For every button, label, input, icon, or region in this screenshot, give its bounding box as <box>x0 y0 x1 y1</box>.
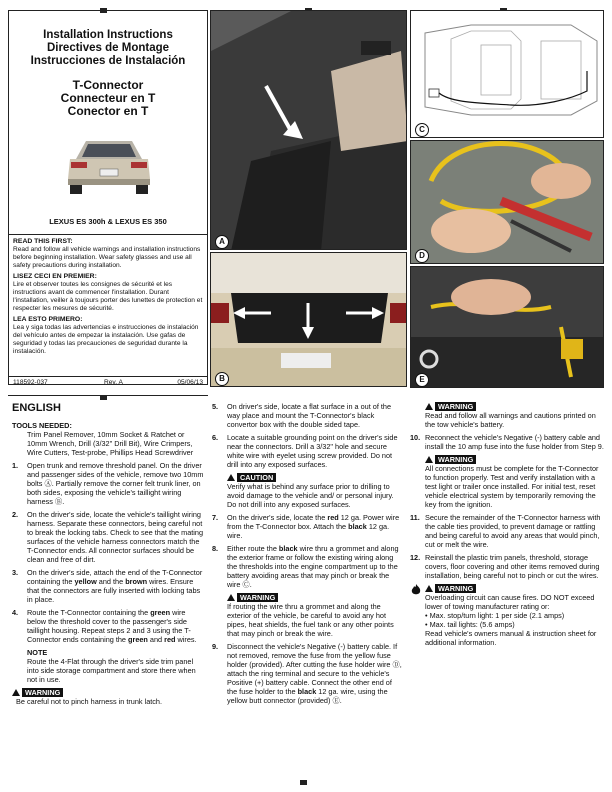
warning-icon <box>227 594 235 601</box>
warning-3-header: WARNING <box>425 402 604 411</box>
figure-c-label: C <box>415 123 429 137</box>
vehicle-name: LEXUS ES 300h & LEXUS ES 350 <box>49 217 167 226</box>
warning-icon <box>12 689 20 696</box>
fire-icon <box>410 584 422 595</box>
caution-text: Verify what is behind any surface prior to drilling to avoid damage to the vehicle and/ or personal injury. Do not drill into any exposed surfaces. <box>227 482 394 509</box>
part-number: 118592-037 <box>13 379 48 386</box>
step-1: 1. Open trunk and remove threshold panel. On the driver and passenger sides of the vehicle, remove two 10mm bolts Ⓐ. Partially remove the corner felt trunk liner, on both sides, exposing the vehicle's taillight wiring harness Ⓑ. <box>12 461 204 506</box>
warning-1-header: WARNING <box>12 688 204 697</box>
tools-text: Trim Panel Remover, 10mm Socket & Ratchet or 10mm Wrench, Drill (3/32" Drill Bit), Wire Crimpers, Wire Cutters, Test-probe, Phillips Head Screwdriver <box>27 430 194 457</box>
step-4: 4. Route the T-Connector containing the green wire below the threshold cover to the passenger's side taillight housing. Repeat steps 2 and 3 using the T-Connector ends containing the green and red wires. <box>12 608 197 644</box>
step-9: 9. Disconnect the vehicle's Negative (-) battery cable. If not removed, remove the fuse from the yellow fuse holder (provided). After cutting the fuse holder wire Ⓓ, attach the ring terminal and secure to the vehicle's Positive (+) battery cable. Connect the other end of the fuse holder to the black 12 ga. wire, using the yellow butt connector (provided) Ⓔ. <box>212 642 402 705</box>
tools-title: TOOLS NEEDED: <box>12 421 72 430</box>
warning-1-text: Be careful not to pinch harness in trunk latch. <box>16 697 163 706</box>
note-text: Route the 4-Flat through the driver's side trim panel into side storage compartment and store there when not in use. <box>27 657 196 684</box>
figure-a-photo <box>210 10 407 250</box>
english-column-1 <box>12 402 204 706</box>
title-panel <box>8 10 208 385</box>
english-column-2 <box>212 402 404 709</box>
product-fr: Connecteur en T <box>60 91 156 105</box>
warning-4-header: WARNING <box>425 455 604 464</box>
read-first-es-title: LEA ESTO PRIMERO: <box>13 316 83 323</box>
warning-5-header: WARNING <box>425 584 604 593</box>
step-6: 6. Locate a suitable grounding point on the driver's side near the connectors. Drill a 3/32" hole and secure white wire with eyelet using screw provided. Do not drill into any exposed surfaces. <box>212 433 398 469</box>
frame-marker <box>300 780 307 785</box>
figure-e-label: E <box>415 373 429 387</box>
read-first-en-text: Read and follow all vehicle warnings and installation instructions before beginning installation. Wear safety glasses and use all safety precautions during installation. <box>13 246 201 269</box>
figure-b-photo <box>210 252 407 387</box>
step-10: 10. Reconnect the vehicle's Negative (-) battery cable and install the 10 amp fuse into the fuse holder from Step 9. <box>410 433 604 451</box>
figure-a-label: A <box>215 235 229 249</box>
note-title: NOTE <box>27 648 48 657</box>
step-2: 2. On the driver's side, locate the vehicle's taillight wiring harness. Separate these connectors, being careful not to break the locking tabs. Check to see that the mating surfaces of the vehicle harness connectors match the T-Connector ends. All connector surfaces should be clean and free of dirt. <box>12 510 204 564</box>
english-column-3 <box>410 402 604 647</box>
read-first-fr-text: Lire et observer toutes les consignes de sécurité et les instructions avant de commencer l'installation. Durant l'installation, veiller à toujours porter des lunettes de protection et respecter les mesures de sécurité. <box>13 281 203 312</box>
warning-icon <box>425 585 433 592</box>
read-first-section <box>13 238 203 356</box>
revision-date: 05/06/13 <box>177 379 203 386</box>
title-en: Installation Instructions <box>43 29 173 41</box>
warning-2-text: If routing the wire thru a grommet and along the exterior of the vehicle, be careful to avoid any hot pipes, heat shields, the fuel tank or any other points that may pinch or break the wire. <box>227 602 394 638</box>
step-7: 7. On the driver's side, locate the red 12 ga. Power wire from the T-Connector box. Attach the black 12 ga. wire. <box>212 513 400 540</box>
title-fr: Directives de Montage <box>46 42 170 54</box>
product-es: Conector en T <box>67 104 149 118</box>
step-3: 3. On the driver's side, attach the end of the T-Connector containing the yellow and the brown wires. Ensure that the connectors are fully inserted with locking tabs in place. <box>12 568 203 604</box>
read-first-fr-title: LISEZ CECI EN PREMIER: <box>13 273 97 280</box>
read-first-en-title: READ THIS FIRST: <box>13 238 73 245</box>
english-heading: ENGLISH <box>12 402 61 414</box>
step-5: 5. On driver's side, locate a flat surface in a out of the way place and mount the T-Connector's black convertor box with the double sided tape. <box>212 402 392 429</box>
caution-header: CAUTION <box>227 473 404 482</box>
product-en: T-Connector <box>72 78 144 92</box>
figure-d-label: D <box>415 249 429 263</box>
revision: Rev. A <box>104 379 123 386</box>
warning-5-text: Overloading circuit can cause fires. DO NOT exceed lower of towing manufacturer rating or: <box>425 593 595 611</box>
read-first-es-text: Lea y siga todas las advertencias e instrucciones de instalación del vehículo antes de empezar la instalación. Use gafas de seguridad y todas las precauciones de seguridad durante la instalación. <box>13 324 199 355</box>
warning-2-header: WARNING <box>227 593 404 602</box>
warning-5-text-2: Read vehicle's owners manual & instruction sheet for additional information. <box>425 629 597 647</box>
figure-c-diagram <box>410 10 604 138</box>
figure-e-photo <box>410 266 604 388</box>
warning-icon <box>425 403 433 410</box>
warning-4-text: All connections must be complete for the T-Connector to function properly. Test and verify installation with a test light or trailer once installed. For initial test, reset vehicle electrical system by temporarily removing the key from the ignition. <box>425 464 599 509</box>
warning-icon <box>227 474 235 481</box>
warning-5-bullet-1: • Max. stop/turn light: 1 per side (2.1 amps) <box>425 611 565 620</box>
warning-5-bullet-2: • Max. tail lights: (5.6 amps) <box>425 620 515 629</box>
step-11: 11. Secure the remainder of the T-Connector harness with the cable ties provided, to prevent damage or rattling and being careful to avoid any areas that would pinch, cut or melt the wire. <box>410 513 601 549</box>
warning-icon <box>425 456 433 463</box>
vehicle-rear-image <box>64 129 154 197</box>
step-12: 12. Reinstall the plastic trim panels, threshold, storage covers, floor covering and other items removed during installation, being careful not to pinch or cut the wires. <box>410 553 600 580</box>
figure-b-label: B <box>215 372 229 386</box>
warning-3-text: Read and follow all warnings and cautions printed on the tow vehicle's battery. <box>425 411 596 429</box>
figure-d-photo <box>410 140 604 264</box>
title-es: Instrucciones de Instalación <box>30 55 186 67</box>
step-8: 8. Either route the black wire thru a grommet and along the exterior frame or follow the existing wiring along the thresholds into the engine compartment up to the battery avoiding areas that may pinch or break the wire Ⓒ. <box>212 544 399 589</box>
